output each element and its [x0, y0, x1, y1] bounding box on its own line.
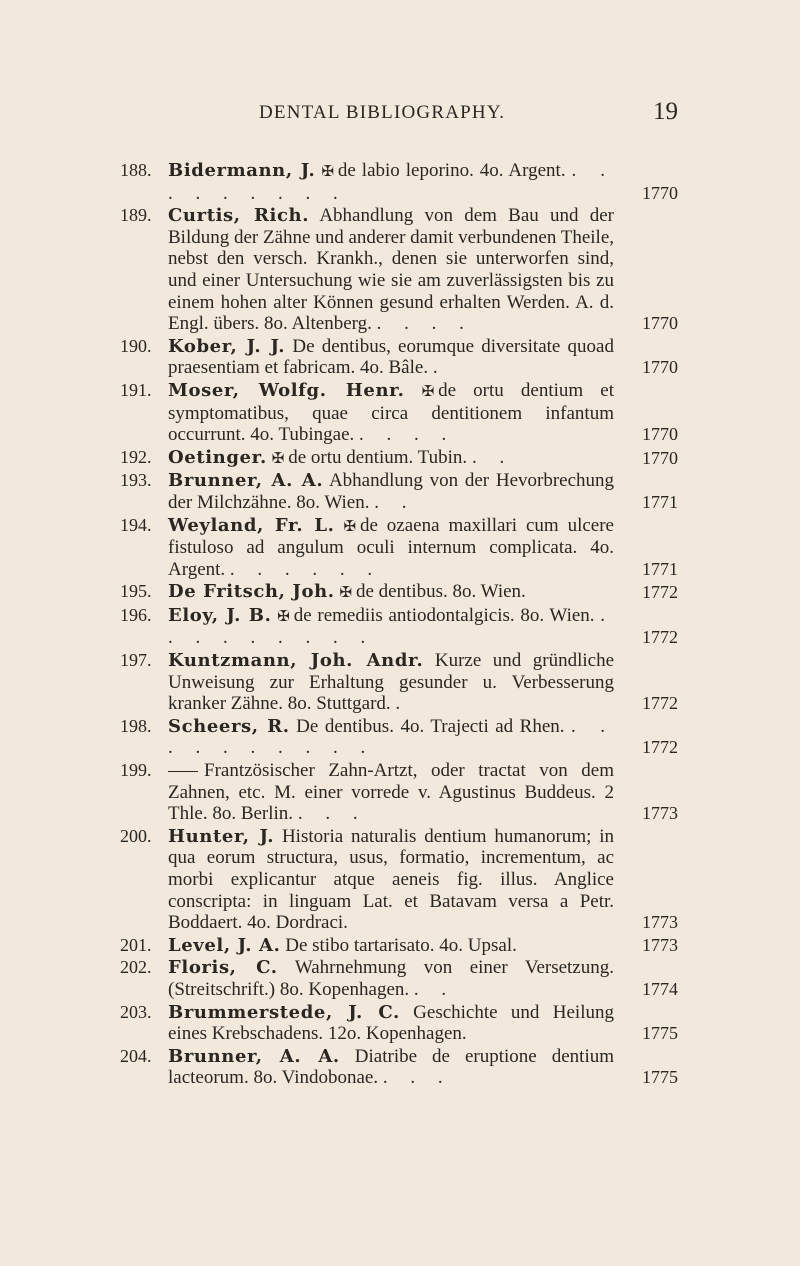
bibliography-entry: [0, 760, 800, 825]
entry-author: Brunner, A. A.: [168, 1045, 340, 1067]
entry-author: Scheers, R.: [168, 715, 290, 737]
entry-number: 200.: [120, 825, 152, 846]
entry-author: Level, J. A.: [168, 934, 281, 956]
bibliography-entry: [0, 605, 800, 649]
entry-title: Kurze und gründliche Unweisung zur Erhaltung gesunder u. Verbesserung kranker Zähne. 8o. Stuttgard.: [168, 650, 614, 715]
leader-dots: . .: [471, 446, 514, 468]
maltese-cross-icon: ✠: [339, 583, 352, 602]
entry-body: [168, 447, 614, 470]
entry-title: de dentibus. 8o. Wien.: [355, 581, 526, 603]
entry-number: 194.: [120, 514, 152, 535]
bibliography-entry: [0, 447, 800, 470]
entry-author: Moser, Wolfg. Henr.: [168, 379, 405, 401]
entry-body: [168, 336, 614, 379]
bibliography-entry: [0, 205, 800, 335]
entry-year: 1773: [642, 934, 678, 955]
entry-body: [168, 581, 614, 604]
entry-number: 196.: [120, 604, 152, 625]
entry-year: 1770: [642, 357, 678, 378]
maltese-cross-icon: ✠: [277, 606, 290, 625]
entry-year: 1773: [642, 912, 678, 933]
entry-body: [168, 470, 614, 513]
ditto-dash: [168, 771, 198, 772]
bibliography-entry: [0, 1002, 800, 1045]
running-title: DENTAL BIBLIOGRAPHY.: [259, 102, 506, 123]
entry-body: [168, 760, 614, 825]
entry-title: Geschichte und Heilung eines Krebschadens. 12o. Kopenhagen.: [168, 1001, 614, 1045]
entry-body: [168, 380, 614, 446]
entry-author: Eloy, J. B.: [168, 604, 272, 626]
bibliography-entry: [0, 957, 800, 1000]
bibliography-entry: [0, 470, 800, 513]
entry-author: Oetinger.: [168, 446, 267, 468]
entry-title: de labio leporino. 4o. Argent.: [337, 160, 566, 181]
entry-number: 191.: [120, 379, 152, 400]
bibliography-list: [0, 160, 800, 1090]
entry-number: 197.: [120, 650, 152, 671]
leader-dots: . . . .: [359, 424, 456, 446]
leader-dots: . . . . . . . . . .: [168, 715, 615, 759]
entry-body: [168, 605, 614, 649]
entry-author: Brunner, A. A.: [168, 470, 324, 492]
entry-title: Frantzösischer Zahn-Artzt, oder tractat von dem Zahnen, etc. M. einer vorrede v. Agustinus Buddeus. 2 Thle. 8o. Berlin.: [168, 760, 614, 825]
leader-dots: . . . . . . . . .: [168, 604, 615, 649]
entry-title: De stibo tartarisato. 4o. Upsal.: [285, 934, 517, 956]
entry-title: De dentibus. 4o. Trajecti ad Rhen.: [296, 715, 565, 737]
maltese-cross-icon: ✠: [321, 162, 334, 180]
entry-year: 1775: [642, 1067, 678, 1088]
entry-number: 193.: [120, 470, 152, 491]
entry-number: 192.: [120, 446, 152, 467]
entry-title: de ortu dentium et symptomatibus, quae circa dentitionem infantum occurrunt. 4o. Tubingae.: [168, 379, 614, 446]
entry-body: [168, 1046, 614, 1089]
bibliography-entry: [0, 826, 800, 934]
entry-number: 201.: [120, 934, 152, 955]
leader-dots: .: [432, 357, 447, 379]
entry-year: 1771: [642, 491, 678, 512]
entry-year: 1770: [642, 424, 678, 445]
leader-dots: . . .: [297, 803, 367, 825]
leader-dots: . .: [374, 491, 416, 513]
entry-title: Wahrnehmung von einer Versetzung. (Streitschrift.) 8o. Kopenhagen.: [168, 957, 614, 1000]
entry-title: de ortu dentium. Tubin.: [288, 446, 468, 468]
entry-author: Floris, C.: [168, 957, 278, 979]
entry-year: 1770: [642, 447, 678, 468]
entry-author: Brummerstede, J. C.: [168, 1001, 400, 1023]
entry-body: [168, 935, 614, 957]
entry-title: Abhandlung von dem Bau und der Bildung der Zähne und anderer damit verbundenen Theile, nebst den versch. Krankh., denen sie unterworfen sind, und einer Untersuchung wie sie am zuverlässigsten bis zu einem hohen alter Können gesund erhalten Werden. A. d. Engl. übers. 8o. Altenberg.: [168, 205, 614, 335]
leader-dots: . . . . . . . . .: [168, 160, 614, 204]
entry-number: 199.: [120, 760, 152, 781]
entry-number: 198.: [120, 715, 152, 736]
entry-author: Kober, J. J.: [168, 335, 286, 357]
maltese-cross-icon: ✠: [421, 381, 435, 400]
entry-year: 1772: [642, 693, 678, 714]
bibliography-entry: [0, 650, 800, 715]
entry-number: 190.: [120, 335, 152, 356]
entry-author: De Fritsch, Joh.: [168, 581, 335, 603]
maltese-cross-icon: ✠: [271, 448, 285, 467]
entry-title: Diatribe de eruptione dentium lacteorum. 8o. Vindobonae.: [168, 1045, 615, 1089]
leader-dots: .: [395, 693, 410, 715]
entry-body: [168, 1002, 614, 1045]
entry-author: Kuntzmann, Joh. Andr.: [168, 650, 424, 672]
entry-body: [168, 826, 614, 934]
entry-title: Historia naturalis dentium humanorum; in qua eorum structura, usus, formatio, incrementum, ac morbi explicantur atque aeneis fig. illus. Anglice conscripta: in linguam Lat. et Batavam versa a Petr. Boddaert. 4o. Dordraci.: [168, 825, 615, 934]
bibliography-entry: [0, 1046, 800, 1089]
leader-dots: . . .: [382, 1067, 452, 1089]
entry-author: Weyland, Fr. L.: [168, 514, 335, 536]
entry-body: [168, 205, 614, 335]
entry-body: [168, 716, 614, 759]
running-head: [0, 98, 800, 132]
entry-year: 1775: [642, 1023, 678, 1044]
entry-number: 203.: [120, 1001, 152, 1022]
entry-author: Bidermann, J.: [168, 160, 316, 181]
entry-body: [168, 957, 614, 1000]
bibliography-entry: [0, 160, 800, 204]
entry-year: 1772: [642, 582, 678, 603]
entry-body: [168, 515, 614, 581]
entry-number: 189.: [120, 205, 152, 226]
entry-title: De dentibus, eorumque diversitate quoad praesentiam et fabricam. 4o. Bâle.: [168, 335, 614, 379]
leader-dots: . . . .: [376, 313, 473, 335]
entry-year: 1771: [642, 558, 678, 579]
entry-year: 1770: [642, 313, 678, 334]
entry-body: [168, 650, 614, 715]
leader-dots: . . . . . .: [229, 558, 382, 580]
entry-number: 202.: [120, 957, 152, 978]
entry-number: 204.: [120, 1045, 152, 1066]
bibliography-entry: [0, 935, 800, 957]
entry-author: Curtis, Rich.: [168, 205, 310, 227]
entry-year: 1772: [642, 627, 678, 648]
entry-body: [168, 160, 614, 204]
entry-year: 1774: [642, 978, 678, 999]
bibliography-entry: [0, 716, 800, 759]
entry-number: 188.: [120, 160, 152, 180]
entry-year: 1770: [642, 182, 678, 203]
entry-year: 1772: [642, 737, 678, 758]
entry-number: 195.: [120, 581, 152, 602]
page-number: 19: [653, 98, 678, 125]
entry-title: de ozaena maxillari cum ulcere fistuloso ad angulum oculi internum complicata. 4o. Argent.: [168, 514, 614, 580]
bibliography-entry: [0, 515, 800, 581]
bibliography-entry: [0, 336, 800, 379]
entry-title: Abhandlung von der Hevorbrechung der Milchzähne. 8o. Wien.: [168, 470, 615, 513]
leader-dots: . .: [413, 978, 456, 1000]
entry-title: de remediis antiodontalgicis. 8o. Wien.: [293, 604, 595, 626]
entry-author: Hunter, J.: [168, 825, 275, 847]
bibliography-entry: [0, 380, 800, 446]
maltese-cross-icon: ✠: [343, 516, 356, 535]
entry-year: 1773: [642, 803, 678, 824]
bibliography-entry: [0, 581, 800, 604]
